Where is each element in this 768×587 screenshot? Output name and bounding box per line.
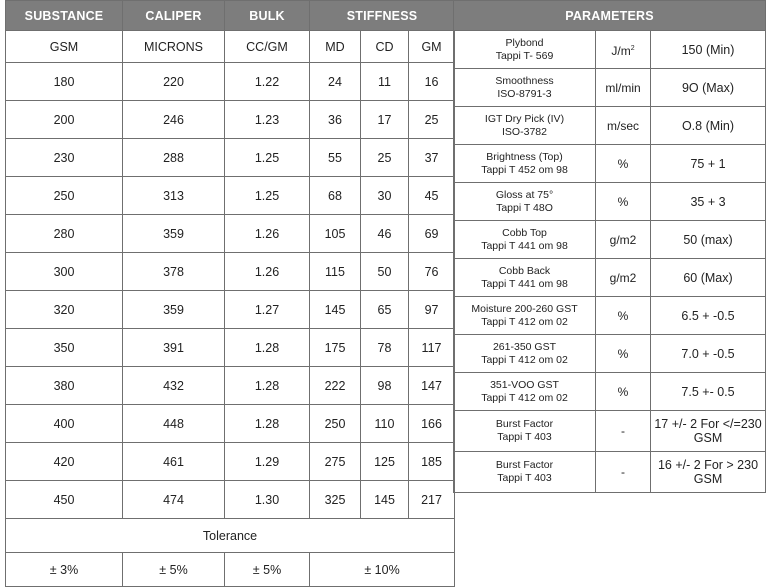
cell-ccgm: 1.25 bbox=[225, 139, 310, 177]
cell-gm: 25 bbox=[409, 101, 455, 139]
parameter-method: Tappi T 48O bbox=[496, 201, 553, 214]
cell-microns: 313 bbox=[123, 177, 225, 215]
parameter-unit-cell bbox=[596, 411, 651, 452]
parameter-name: Brightness (Top) bbox=[486, 150, 563, 163]
table-row bbox=[6, 215, 455, 253]
cell-md: 24 bbox=[310, 63, 361, 101]
cell-cd: 98 bbox=[361, 367, 409, 405]
table-row bbox=[6, 329, 455, 367]
parameter-row bbox=[454, 69, 766, 107]
cell-ccgm: 1.23 bbox=[225, 101, 310, 139]
cell-gsm: 230 bbox=[6, 139, 123, 177]
parameter-cell bbox=[454, 259, 596, 297]
parameter-method: Tappi T 403 bbox=[497, 431, 552, 443]
parameter-unit-superscript: 2 bbox=[630, 44, 635, 52]
cell-md: 275 bbox=[310, 443, 361, 481]
cell-cd: 125 bbox=[361, 443, 409, 481]
parameter-row bbox=[454, 31, 766, 69]
parameter-name: Smoothness bbox=[495, 74, 554, 87]
cell-gsm: 320 bbox=[6, 291, 123, 329]
parameter-unit: % bbox=[617, 384, 629, 399]
cell-ccgm: 1.22 bbox=[225, 63, 310, 101]
parameter-unit-cell bbox=[596, 107, 651, 145]
parameter-unit: - bbox=[621, 465, 625, 479]
subheader-gsm: GSM bbox=[6, 31, 123, 63]
parameter-value: O.8 (Min) bbox=[651, 107, 766, 145]
parameter-cell bbox=[454, 69, 596, 107]
parameter-value: 9O (Max) bbox=[651, 69, 766, 107]
cell-gsm: 280 bbox=[6, 215, 123, 253]
parameter-method: Tappi T 441 om 98 bbox=[481, 239, 568, 252]
parameter-row bbox=[454, 411, 766, 452]
parameter-value: 7.0 + -0.5 bbox=[651, 335, 766, 373]
parameter-method: ISO-8791-3 bbox=[497, 87, 552, 100]
parameter-name: Burst Factor bbox=[495, 459, 554, 471]
header-stiffness: STIFFNESS bbox=[310, 1, 455, 31]
cell-cd: 110 bbox=[361, 405, 409, 443]
tolerance-substance: ± 3% bbox=[6, 553, 123, 587]
cell-cd: 50 bbox=[361, 253, 409, 291]
cell-microns: 432 bbox=[123, 367, 225, 405]
parameter-row bbox=[454, 183, 766, 221]
cell-gsm: 400 bbox=[6, 405, 123, 443]
cell-gsm: 180 bbox=[6, 63, 123, 101]
parameter-unit: m/sec bbox=[606, 118, 639, 133]
cell-gsm: 300 bbox=[6, 253, 123, 291]
cell-microns: 391 bbox=[123, 329, 225, 367]
parameter-unit: J/m bbox=[611, 43, 631, 58]
tolerance-stiffness: ± 10% bbox=[310, 553, 455, 587]
parameter-unit-cell bbox=[596, 335, 651, 373]
parameter-value: 7.5 +- 0.5 bbox=[651, 373, 766, 411]
cell-cd: 65 bbox=[361, 291, 409, 329]
parameter-cell bbox=[454, 31, 596, 69]
parameter-value: 50 (max) bbox=[651, 221, 766, 259]
parameter-value: 6.5 + -0.5 bbox=[651, 297, 766, 335]
parameter-method: Tappi T 412 om 02 bbox=[481, 315, 568, 328]
parameter-cell bbox=[454, 452, 596, 493]
cell-md: 105 bbox=[310, 215, 361, 253]
header-substance: SUBSTANCE bbox=[6, 1, 123, 31]
cell-md: 68 bbox=[310, 177, 361, 215]
parameter-value: 35 + 3 bbox=[651, 183, 766, 221]
parameter-row bbox=[454, 297, 766, 335]
table-row bbox=[6, 481, 455, 519]
cell-gsm: 420 bbox=[6, 443, 123, 481]
cell-microns: 448 bbox=[123, 405, 225, 443]
parameter-unit: % bbox=[617, 194, 629, 209]
cell-microns: 359 bbox=[123, 291, 225, 329]
cell-ccgm: 1.27 bbox=[225, 291, 310, 329]
substance-specs-table bbox=[5, 0, 455, 587]
cell-cd: 17 bbox=[361, 101, 409, 139]
cell-md: 145 bbox=[310, 291, 361, 329]
parameter-row bbox=[454, 259, 766, 297]
cell-gsm: 380 bbox=[6, 367, 123, 405]
cell-cd: 30 bbox=[361, 177, 409, 215]
table-row bbox=[6, 443, 455, 481]
parameter-unit: - bbox=[621, 424, 625, 438]
right-table-body bbox=[454, 31, 766, 493]
table-row bbox=[6, 291, 455, 329]
parameter-unit-cell bbox=[596, 145, 651, 183]
cell-ccgm: 1.30 bbox=[225, 481, 310, 519]
parameter-cell bbox=[454, 297, 596, 335]
cell-cd: 78 bbox=[361, 329, 409, 367]
cell-gm: 97 bbox=[409, 291, 455, 329]
right-header-row bbox=[454, 1, 766, 31]
tolerance-values-row bbox=[6, 553, 455, 587]
parameter-value: 150 (Min) bbox=[651, 31, 766, 69]
parameter-method: Tappi T 403 bbox=[497, 472, 552, 484]
cell-ccgm: 1.25 bbox=[225, 177, 310, 215]
header-parameters: PARAMETERS bbox=[454, 1, 766, 31]
cell-microns: 359 bbox=[123, 215, 225, 253]
parameter-method: Tappi T- 569 bbox=[495, 49, 554, 62]
cell-gsm: 250 bbox=[6, 177, 123, 215]
table-row bbox=[6, 63, 455, 101]
cell-cd: 25 bbox=[361, 139, 409, 177]
cell-md: 250 bbox=[310, 405, 361, 443]
header-caliper: CALIPER bbox=[123, 1, 225, 31]
parameter-value: 16 +/- 2 For > 230 GSM bbox=[651, 452, 766, 493]
parameter-method: Tappi T 441 om 98 bbox=[481, 277, 568, 290]
parameter-name: Gloss at 75° bbox=[495, 188, 554, 201]
cell-microns: 246 bbox=[123, 101, 225, 139]
parameter-unit: % bbox=[617, 308, 629, 323]
cell-gm: 69 bbox=[409, 215, 455, 253]
parameter-row bbox=[454, 373, 766, 411]
parameter-unit-cell bbox=[596, 297, 651, 335]
cell-ccgm: 1.28 bbox=[225, 367, 310, 405]
parameter-cell bbox=[454, 411, 596, 452]
cell-gm: 166 bbox=[409, 405, 455, 443]
table-row bbox=[6, 253, 455, 291]
cell-md: 175 bbox=[310, 329, 361, 367]
subheader-ccgm: CC/GM bbox=[225, 31, 310, 63]
parameter-name: Burst Factor bbox=[495, 418, 554, 430]
parameter-row bbox=[454, 145, 766, 183]
cell-ccgm: 1.28 bbox=[225, 329, 310, 367]
cell-md: 222 bbox=[310, 367, 361, 405]
cell-md: 55 bbox=[310, 139, 361, 177]
parameter-name: Cobb Top bbox=[502, 226, 547, 239]
subheader-cd: CD bbox=[361, 31, 409, 63]
cell-gm: 185 bbox=[409, 443, 455, 481]
parameter-method: ISO-3782 bbox=[502, 125, 547, 138]
cell-md: 115 bbox=[310, 253, 361, 291]
parameter-unit-cell bbox=[596, 31, 651, 69]
cell-gm: 217 bbox=[409, 481, 455, 519]
parameter-name: 351-VOO GST bbox=[490, 378, 559, 391]
parameter-unit: % bbox=[617, 346, 629, 361]
parameter-unit-cell bbox=[596, 69, 651, 107]
cell-gm: 147 bbox=[409, 367, 455, 405]
subheader-microns: MICRONS bbox=[123, 31, 225, 63]
cell-microns: 461 bbox=[123, 443, 225, 481]
parameter-unit: % bbox=[617, 156, 629, 171]
parameter-cell bbox=[454, 183, 596, 221]
cell-microns: 474 bbox=[123, 481, 225, 519]
table-row bbox=[6, 177, 455, 215]
parameter-row bbox=[454, 107, 766, 145]
parameter-unit: ml/min bbox=[605, 80, 641, 95]
cell-ccgm: 1.26 bbox=[225, 253, 310, 291]
parameter-unit-cell bbox=[596, 221, 651, 259]
cell-md: 36 bbox=[310, 101, 361, 139]
cell-cd: 46 bbox=[361, 215, 409, 253]
parameter-name: IGT Dry Pick (IV) bbox=[484, 112, 565, 125]
parameter-name: Plybond bbox=[505, 36, 544, 49]
parameters-table bbox=[453, 0, 766, 493]
parameter-method: Tappi T 452 om 98 bbox=[481, 163, 568, 176]
parameter-unit-cell bbox=[596, 183, 651, 221]
parameter-unit: g/m2 bbox=[609, 270, 637, 285]
parameter-row bbox=[454, 335, 766, 373]
tolerance-caliper: ± 5% bbox=[123, 553, 225, 587]
parameter-method: Tappi T 412 om 02 bbox=[481, 353, 568, 366]
parameter-cell bbox=[454, 373, 596, 411]
parameter-unit-cell bbox=[596, 259, 651, 297]
cell-microns: 378 bbox=[123, 253, 225, 291]
parameter-name: 261-350 GST bbox=[492, 340, 557, 353]
cell-microns: 220 bbox=[123, 63, 225, 101]
cell-md: 325 bbox=[310, 481, 361, 519]
subheader-md: MD bbox=[310, 31, 361, 63]
tolerance-bulk: ± 5% bbox=[225, 553, 310, 587]
cell-gm: 37 bbox=[409, 139, 455, 177]
parameter-name: Cobb Back bbox=[498, 264, 551, 277]
cell-microns: 288 bbox=[123, 139, 225, 177]
cell-ccgm: 1.29 bbox=[225, 443, 310, 481]
cell-ccgm: 1.26 bbox=[225, 215, 310, 253]
cell-gm: 76 bbox=[409, 253, 455, 291]
parameter-method: Tappi T 412 om 02 bbox=[481, 391, 568, 404]
parameter-value: 17 +/- 2 For </=230 GSM bbox=[651, 411, 766, 452]
cell-ccgm: 1.28 bbox=[225, 405, 310, 443]
tolerance-label-row bbox=[6, 519, 455, 553]
cell-gsm: 200 bbox=[6, 101, 123, 139]
parameter-unit-cell bbox=[596, 373, 651, 411]
cell-gsm: 350 bbox=[6, 329, 123, 367]
left-header-row bbox=[6, 1, 455, 31]
table-row bbox=[6, 367, 455, 405]
header-bulk: BULK bbox=[225, 1, 310, 31]
parameter-cell bbox=[454, 335, 596, 373]
left-table-body bbox=[6, 63, 455, 519]
parameter-value: 60 (Max) bbox=[651, 259, 766, 297]
parameter-value: 75 + 1 bbox=[651, 145, 766, 183]
parameter-cell bbox=[454, 107, 596, 145]
left-subheader-row bbox=[6, 31, 455, 63]
tolerance-label: Tolerance bbox=[6, 519, 455, 553]
cell-cd: 145 bbox=[361, 481, 409, 519]
table-row bbox=[6, 139, 455, 177]
cell-gm: 45 bbox=[409, 177, 455, 215]
subheader-gm: GM bbox=[409, 31, 455, 63]
table-row bbox=[6, 405, 455, 443]
parameter-row bbox=[454, 221, 766, 259]
parameter-cell bbox=[454, 221, 596, 259]
cell-gsm: 450 bbox=[6, 481, 123, 519]
parameter-row bbox=[454, 452, 766, 493]
table-row bbox=[6, 101, 455, 139]
parameter-name: Moisture 200-260 GST bbox=[471, 302, 578, 315]
cell-cd: 11 bbox=[361, 63, 409, 101]
parameter-unit: g/m2 bbox=[609, 232, 637, 247]
cell-gm: 16 bbox=[409, 63, 455, 101]
parameter-unit-cell bbox=[596, 452, 651, 493]
cell-gm: 117 bbox=[409, 329, 455, 367]
parameter-cell bbox=[454, 145, 596, 183]
